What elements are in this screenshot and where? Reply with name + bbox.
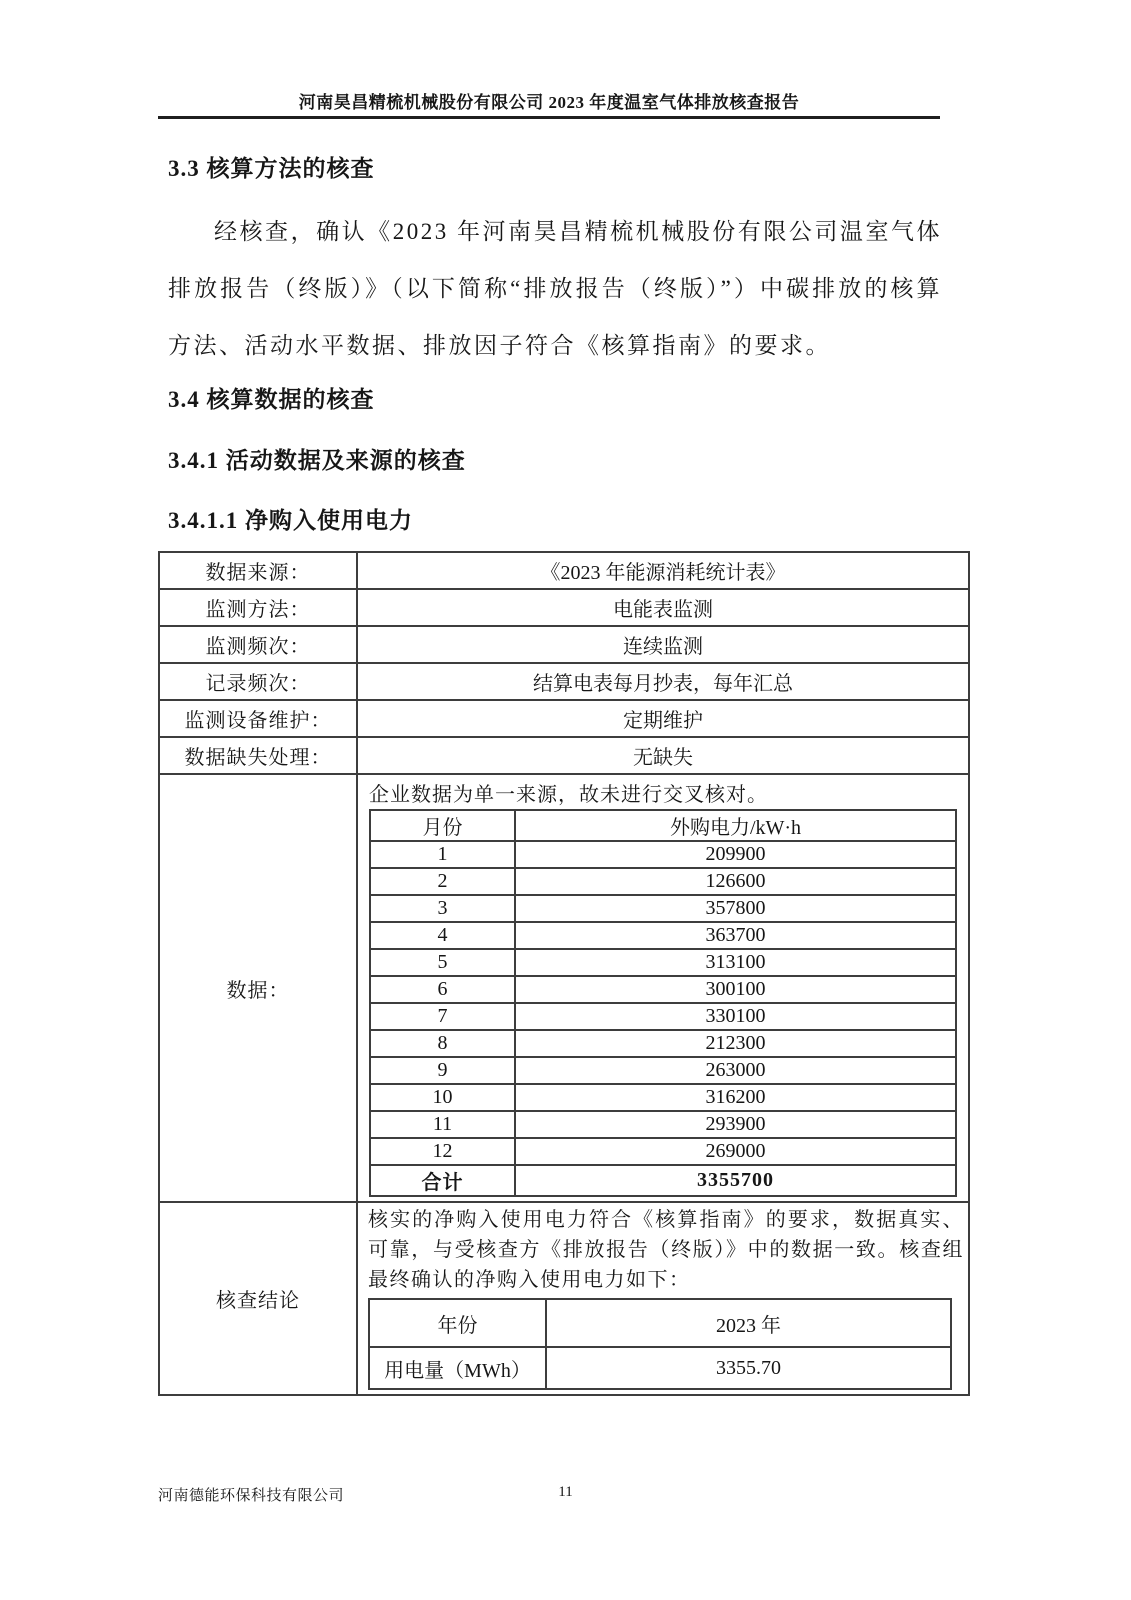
monthly-row (370, 895, 956, 922)
row-value-data-source: 《2023 年能源消耗统计表》 (357, 552, 969, 589)
monthly-row (370, 1084, 956, 1111)
monthly-cell-value: 316200 (515, 1084, 956, 1111)
monthly-total-label: 合计 (370, 1165, 515, 1196)
monthly-electricity-table (369, 809, 957, 1197)
summary-consumption-value: 3355.70 (546, 1347, 951, 1389)
row-label-conclusion: 核查结论 (159, 1202, 357, 1395)
monthly-cell-month: 10 (370, 1084, 515, 1111)
monthly-row (370, 1003, 956, 1030)
monthly-cell-value: 300100 (515, 976, 956, 1003)
table-row (159, 626, 969, 663)
monthly-cell-value: 293900 (515, 1111, 956, 1138)
row-label-record-frequency: 记录频次： (159, 663, 357, 700)
monthly-row (370, 1138, 956, 1165)
row-value-record-frequency: 结算电表每月抄表，每年汇总 (357, 663, 969, 700)
monthly-total-row (370, 1165, 956, 1196)
monthly-row (370, 922, 956, 949)
monthly-cell-value: 330100 (515, 1003, 956, 1030)
summary-consumption-label: 用电量（MWh） (369, 1347, 546, 1389)
summary-year-row (369, 1299, 951, 1347)
section-title-3-3: 3.3 核算方法的核查 (168, 156, 375, 181)
summary-year-value: 2023 年 (546, 1299, 951, 1347)
row-label-device-maintenance: 监测设备维护： (159, 700, 357, 737)
monthly-cell-value: 313100 (515, 949, 956, 976)
monthly-row (370, 841, 956, 868)
electricity-info-table (158, 551, 970, 1396)
section-title-3-4-1: 3.4.1 活动数据及来源的核查 (168, 448, 466, 473)
monthly-cell-value: 363700 (515, 922, 956, 949)
table-row (159, 663, 969, 700)
monthly-cell-value: 263000 (515, 1057, 956, 1084)
section-3-3-paragraph: 经核查，确认《2023 年河南昊昌精梳机械股份有限公司温室气体排放报告（终版）》（以下简称“排放报告（终版）”）中碳排放的核算方法、活动水平数据、排放因子符合《核算指南》的要求。 (168, 219, 942, 358)
summary-consumption-row (369, 1347, 951, 1389)
monthly-cell-value: 212300 (515, 1030, 956, 1057)
monthly-row (370, 868, 956, 895)
summary-year-label: 年份 (369, 1299, 546, 1347)
section-title-3-4: 3.4 核算数据的核查 (168, 387, 375, 412)
monthly-header-purchased-power: 外购电力/kW·h (515, 810, 956, 841)
monthly-cell-month: 8 (370, 1030, 515, 1057)
header-rule (158, 116, 940, 119)
row-value-conclusion (357, 1202, 969, 1395)
table-row (159, 737, 969, 774)
table-row (159, 700, 969, 737)
monthly-cell-value: 269000 (515, 1138, 956, 1165)
row-value-monitor-method: 电能表监测 (357, 589, 969, 626)
monthly-cell-month: 7 (370, 1003, 515, 1030)
row-value-data (357, 774, 969, 1202)
monthly-cell-value: 209900 (515, 841, 956, 868)
monthly-row (370, 949, 956, 976)
row-label-missing-data: 数据缺失处理： (159, 737, 357, 774)
row-label-monitor-frequency: 监测频次： (159, 626, 357, 663)
monthly-cell-month: 2 (370, 868, 515, 895)
page-header-title: 河南昊昌精梳机械股份有限公司 2023 年度温室气体排放核查报告 (298, 93, 800, 112)
electricity-info-table-wrap (158, 551, 970, 1396)
monthly-cell-month: 11 (370, 1111, 515, 1138)
monthly-cell-value: 126600 (515, 868, 956, 895)
monthly-cell-month: 12 (370, 1138, 515, 1165)
monthly-cell-month: 3 (370, 895, 515, 922)
monthly-row (370, 976, 956, 1003)
footer-page-number: 11 (558, 1484, 573, 1500)
monthly-cell-month: 4 (370, 922, 515, 949)
monthly-row (370, 1030, 956, 1057)
monthly-cell-month: 9 (370, 1057, 515, 1084)
row-label-monitor-method: 监测方法： (159, 589, 357, 626)
monthly-row (370, 1111, 956, 1138)
table-row (159, 589, 969, 626)
monthly-table-body (370, 841, 956, 1165)
row-value-missing-data: 无缺失 (357, 737, 969, 774)
table-row (159, 552, 969, 589)
monthly-row (370, 1057, 956, 1084)
row-value-monitor-frequency: 连续监测 (357, 626, 969, 663)
row-label-data-source: 数据来源： (159, 552, 357, 589)
table-row-data (159, 774, 969, 1202)
conclusion-summary-table (368, 1298, 952, 1390)
data-source-note: 企业数据为单一来源，故未进行交叉核对。 (369, 784, 768, 806)
monthly-table-header-row (370, 810, 956, 841)
table-row-conclusion (159, 1202, 969, 1395)
monthly-cell-month: 5 (370, 949, 515, 976)
monthly-cell-value: 357800 (515, 895, 956, 922)
monthly-cell-month: 6 (370, 976, 515, 1003)
monthly-total-value: 3355700 (515, 1165, 956, 1196)
monthly-header-month: 月份 (370, 810, 515, 841)
row-label-data: 数据： (159, 774, 357, 1202)
footer-company-name: 河南德能环保科技有限公司 (158, 1488, 345, 1504)
monthly-cell-month: 1 (370, 841, 515, 868)
row-value-device-maintenance: 定期维护 (357, 700, 969, 737)
section-title-3-4-1-1: 3.4.1.1 净购入使用电力 (168, 508, 413, 533)
conclusion-text: 核实的净购入使用电力符合《核算指南》的要求，数据真实、可靠，与受核查方《排放报告（终版）》中的数据一致。核查组最终确认的净购入使用电力如下： (368, 1209, 964, 1291)
